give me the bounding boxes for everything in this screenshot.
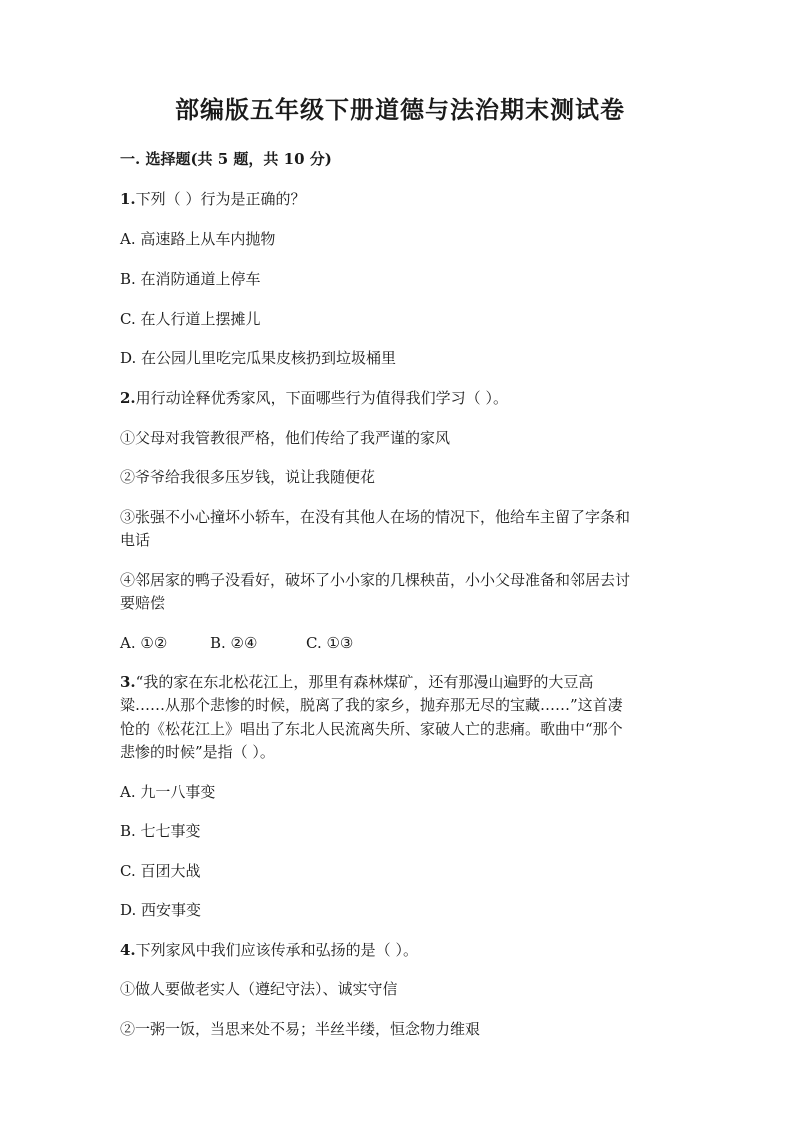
question-text: 下列家风中我们应该传承和弘扬的是（ ）。: [135, 941, 418, 959]
question-text: 下列（ ）行为是正确的？: [135, 190, 306, 208]
question-4-item-1: ①做人要做老实人（遵纪守法）、诚实守信: [120, 980, 398, 998]
question-text: “我的家在东北松花江上，那里有森林煤矿，还有那漫山遍野的大豆高: [135, 673, 594, 691]
question-number: 1.: [120, 190, 136, 208]
question-3-option-b: B. 七七事变: [120, 822, 201, 840]
question-3-option-a: A. 九一八事变: [120, 783, 216, 801]
page-title: 部编版五年级下册道德与法治期末测试卷: [175, 95, 625, 124]
question-2: [120, 386, 700, 410]
question-2-item-4-line-1: ④邻居家的鸭子没看好，破坏了小小家的几棵秧苗，小小父母准备和邻居去讨: [120, 571, 631, 589]
question-1-option-c: C. 在人行道上摆摊儿: [120, 310, 261, 328]
question-3-line-1: [120, 670, 700, 694]
question-3-option-c: C. 百团大战: [120, 862, 201, 880]
question-number: 3.: [120, 673, 136, 691]
question-text: 用行动诠释优秀家风，下面哪些行为值得我们学习（ ）。: [135, 389, 508, 407]
question-2-option-b: B. ②④: [210, 634, 258, 652]
question-2-item-2: ②爷爷给我很多压岁钱，说让我随便花: [120, 468, 376, 486]
question-2-option-c: C. ①③: [306, 634, 354, 652]
question-2-item-3-line-1: ③张强不小心撞坏小轿车，在没有其他人在场的情况下，他给车主留了字条和: [120, 508, 631, 526]
question-3-line-4: 悲惨的时候”是指（ ）。: [120, 743, 275, 761]
section-heading: 一. 选择题(共 5 题，共 10 分): [120, 150, 332, 168]
question-3-line-2: 粱……从那个悲惨的时候，脱离了我的家乡，抛弃那无尽的宝藏……”这首凄: [120, 696, 623, 714]
question-number: 2.: [120, 389, 136, 407]
question-3-line-3: 怆的《松花江上》唱出了东北人民流离失所、家破人亡的悲痛。歌曲中“那个: [120, 720, 623, 738]
question-2-item-1: ①父母对我管教很严格，他们传给了我严谨的家风: [120, 429, 451, 447]
question-2-item-3-line-2: 电话: [120, 531, 151, 549]
question-4-item-2: ②一粥一饭，当思来处不易；半丝半缕，恒念物力维艰: [120, 1020, 481, 1038]
question-1: [120, 187, 700, 211]
question-1-option-b: B. 在消防通道上停车: [120, 270, 261, 288]
question-3-option-d: D. 西安事变: [120, 901, 202, 919]
question-2-option-a: A. ①②: [120, 634, 168, 652]
question-number: 4.: [120, 941, 136, 959]
question-2-item-4-line-2: 要赔偿: [120, 594, 166, 612]
question-4: [120, 938, 700, 962]
question-2-options: [120, 631, 700, 655]
question-1-option-d: D. 在公园儿里吃完瓜果皮核扔到垃圾桶里: [120, 349, 397, 367]
question-1-option-a: A. 高速路上从车内抛物: [120, 230, 276, 248]
